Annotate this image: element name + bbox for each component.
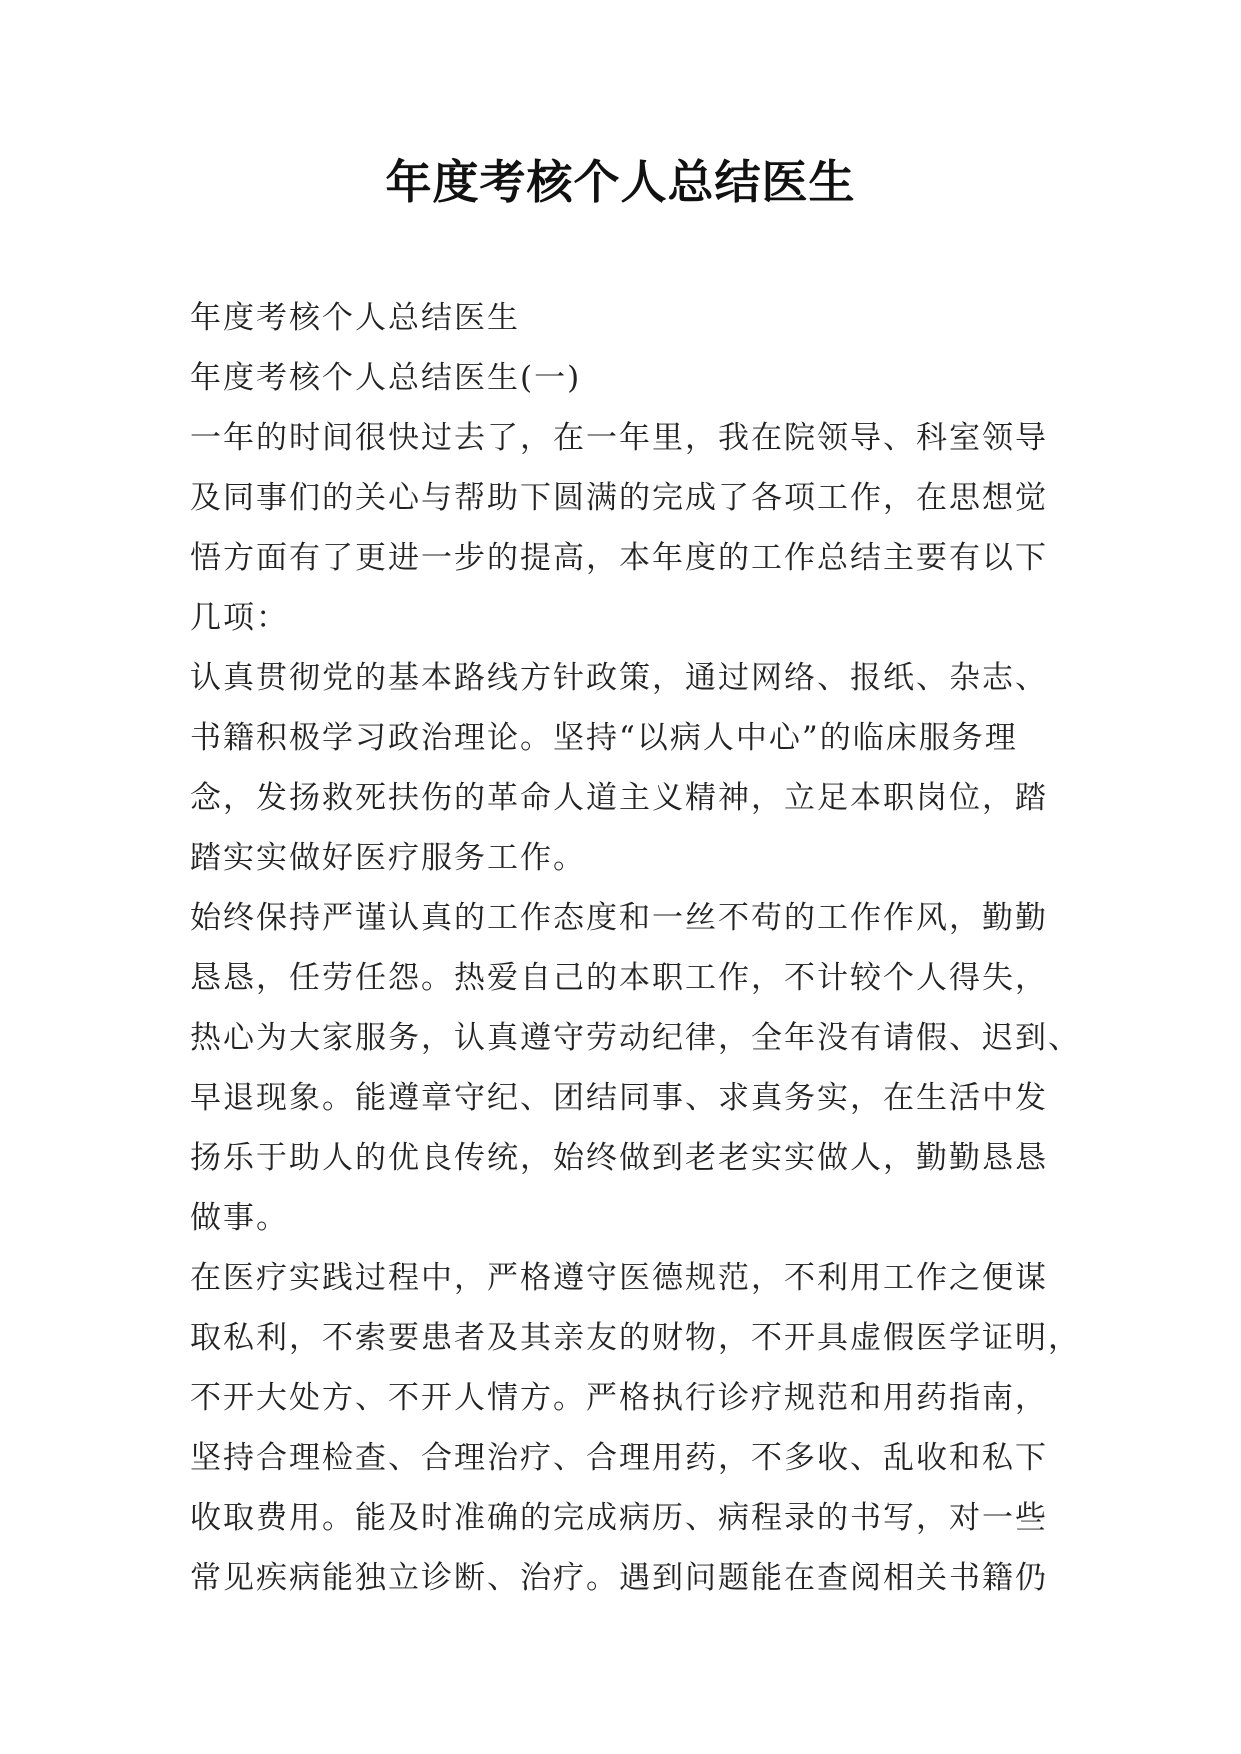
body-line: 早退现象。能遵章守纪、团结同事、求真务实，在生活中发 (190, 1080, 1048, 1116)
body-line: 踏实实做好医疗服务工作。 (190, 840, 586, 876)
body-line: 常见疾病能独立诊断、治疗。遇到问题能在查阅相关书籍仍 (190, 1560, 1048, 1596)
body-line: 年度考核个人总结医生(一) (190, 360, 582, 396)
body-line: 始终保持严谨认真的工作态度和一丝不苟的工作作风，勤勤 (190, 900, 1048, 936)
body-line: 热心为大家服务，认真遵守劳动纪律，全年没有请假、迟到、 (190, 1020, 1081, 1056)
body-line: 坚持合理检查、合理治疗、合理用药，不多收、乱收和私下 (190, 1440, 1048, 1476)
body-line: 不开大处方、不开人情方。严格执行诊疗规范和用药指南， (190, 1380, 1048, 1416)
body-line: 做事。 (190, 1200, 289, 1236)
body-line: 念，发扬救死扶伤的革命人道主义精神，立足本职岗位，踏 (190, 780, 1048, 816)
body-line: 几项： (190, 600, 289, 636)
body-line: 书籍积极学习政治理论。坚持“以病人中心”的临床服务理 (190, 720, 1018, 756)
document-title: 年度考核个人总结医生 (385, 155, 856, 209)
body-line: 悟方面有了更进一步的提高，本年度的工作总结主要有以下 (190, 540, 1048, 576)
body-line: 一年的时间很快过去了，在一年里，我在院领导、科室领导 (190, 420, 1048, 456)
body-line: 认真贯彻党的基本路线方针政策，通过网络、报纸、杂志、 (190, 660, 1048, 696)
body-line: 在医疗实践过程中，严格遵守医德规范，不利用工作之便谋 (190, 1260, 1048, 1296)
body-line: 及同事们的关心与帮助下圆满的完成了各项工作，在思想觉 (190, 480, 1048, 516)
body-line: 年度考核个人总结医生 (190, 300, 520, 336)
body-line: 取私利，不索要患者及其亲友的财物，不开具虚假医学证明， (190, 1320, 1081, 1356)
body-line: 恳恳，任劳任怨。热爱自己的本职工作，不计较个人得失， (190, 960, 1048, 996)
document-body (190, 288, 1081, 1608)
body-line: 收取费用。能及时准确的完成病历、病程录的书写，对一些 (190, 1500, 1048, 1536)
body-line: 扬乐于助人的优良传统，始终做到老老实实做人，勤勤恳恳 (190, 1140, 1048, 1176)
